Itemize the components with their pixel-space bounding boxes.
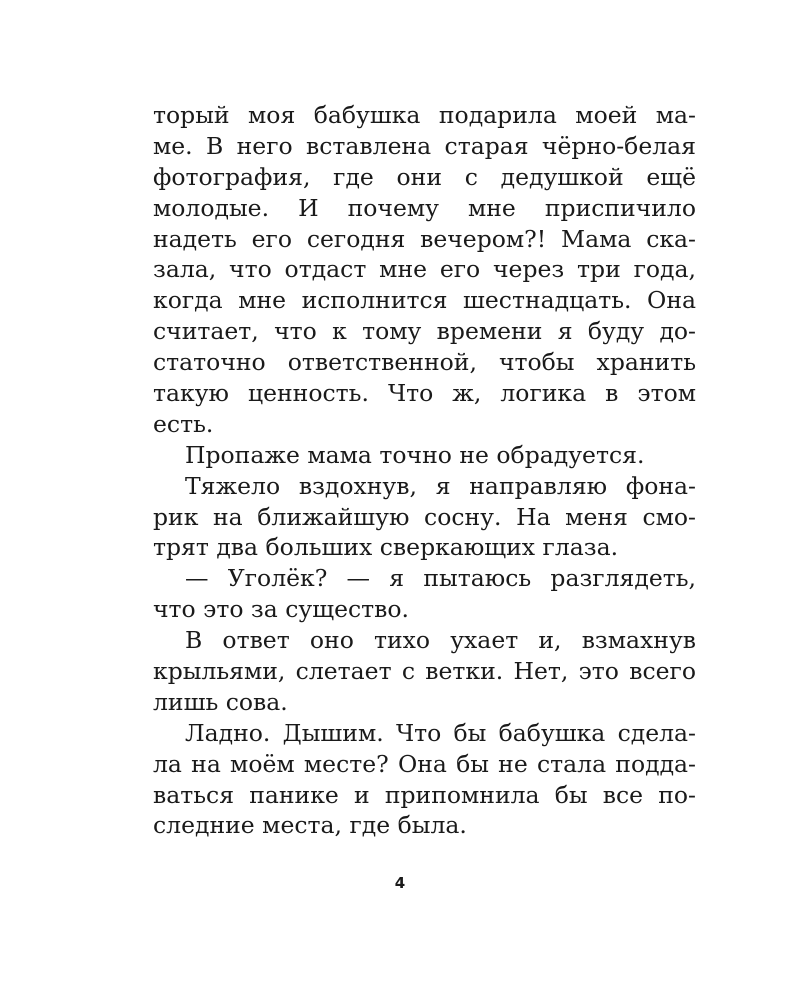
text-line: когда мне исполнится шестнадцать. Она [153, 286, 696, 315]
text-line: статочно ответственной, чтобы хранить [153, 348, 696, 377]
text-line: такую ценность. Что ж, логика в этом [153, 379, 696, 408]
text-line: зала, что отдаст мне его через три года, [153, 255, 696, 284]
text-line: крыльями, слетает с ветки. Нет, это всего [153, 657, 696, 686]
text-line: надеть его сегодня вечером?! Мама ска- [153, 224, 696, 253]
text-line: трят два больших сверкающих глаза. [153, 533, 619, 562]
page-number: 4 [394, 874, 406, 892]
paragraph-first-line: В ответ оно тихо ухает и, взмахнув [185, 626, 696, 655]
text-line: есть. [153, 409, 214, 438]
text-line: молодые. И почему мне приспичило [153, 193, 696, 222]
book-page-text [153, 100, 696, 841]
text-line: фотография, где они с дедушкой ещё [153, 162, 696, 191]
text-line: ме. В него вставлена старая чёрно-белая [153, 131, 696, 160]
paragraph-first-line: Тяжело вздохнув, я направляю фона- [185, 471, 696, 500]
text-line: лишь сова. [153, 687, 288, 716]
text-line: считает, что к тому времени я буду до- [153, 317, 696, 346]
text-line: ваться панике и припомнила бы все по- [153, 780, 696, 809]
text-line: что это за существо. [153, 595, 409, 624]
paragraph-first-line: Пропаже мама точно не обрадуется. [185, 440, 645, 469]
paragraph-first-line: — Уголёк? — я пытаюсь разглядеть, [185, 564, 696, 593]
text-line: торый моя бабушка подарила моей ма- [153, 101, 696, 129]
text-line: ла на моём месте? Она бы не стала подда- [153, 749, 696, 778]
text-line: следние места, где была. [153, 811, 467, 840]
paragraph-first-line: Ладно. Дышим. Что бы бабушка сдела- [185, 718, 696, 747]
text-line: рик на ближайшую сосну. На меня смо- [153, 502, 696, 531]
